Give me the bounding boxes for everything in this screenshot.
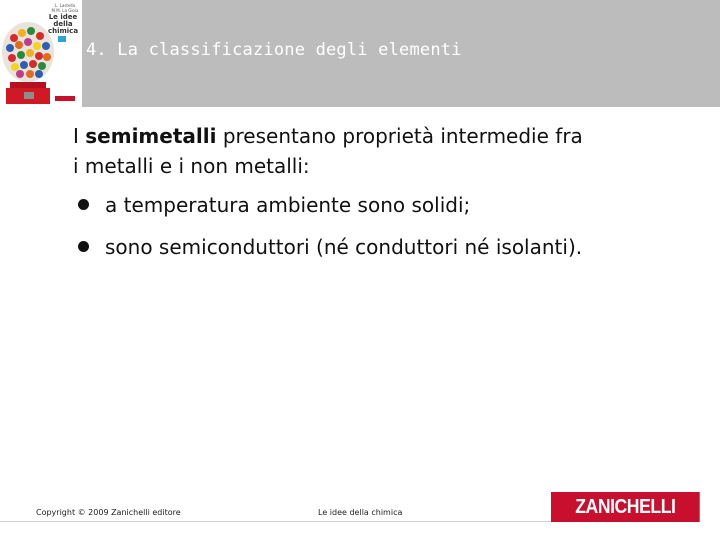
- intro-line-2: i metalli e i non metalli:: [73, 154, 310, 178]
- zanichelli-logo: ZANICHELLI: [551, 492, 700, 522]
- publisher-logo-small: [55, 96, 75, 101]
- bullet-text: sono semiconduttori (né conduttori né isolanti).: [105, 235, 583, 259]
- bullet-icon: [78, 241, 89, 252]
- intro-prefix: I: [73, 124, 86, 148]
- footer-divider: [0, 521, 552, 522]
- intro-rest: presentano proprietà intermedie fra: [216, 124, 583, 148]
- book-authors: L. Lastella M.M. La Gioia: [51, 3, 79, 13]
- book-cover: [0, 0, 82, 107]
- bullet-icon: [78, 199, 89, 210]
- intro-bold-term: semimetalli: [85, 124, 217, 148]
- footer-book-name: Le idee della chimica: [318, 508, 403, 517]
- bullet-text: a temperatura ambiente sono solidi;: [105, 193, 471, 217]
- book-title: Le idee della chimica: [47, 13, 79, 35]
- slide-title: 4. La classificazione degli elementi: [86, 40, 462, 60]
- footer-copyright: Copyright © 2009 Zanichelli editore: [36, 508, 181, 517]
- intro-paragraph: [73, 121, 713, 181]
